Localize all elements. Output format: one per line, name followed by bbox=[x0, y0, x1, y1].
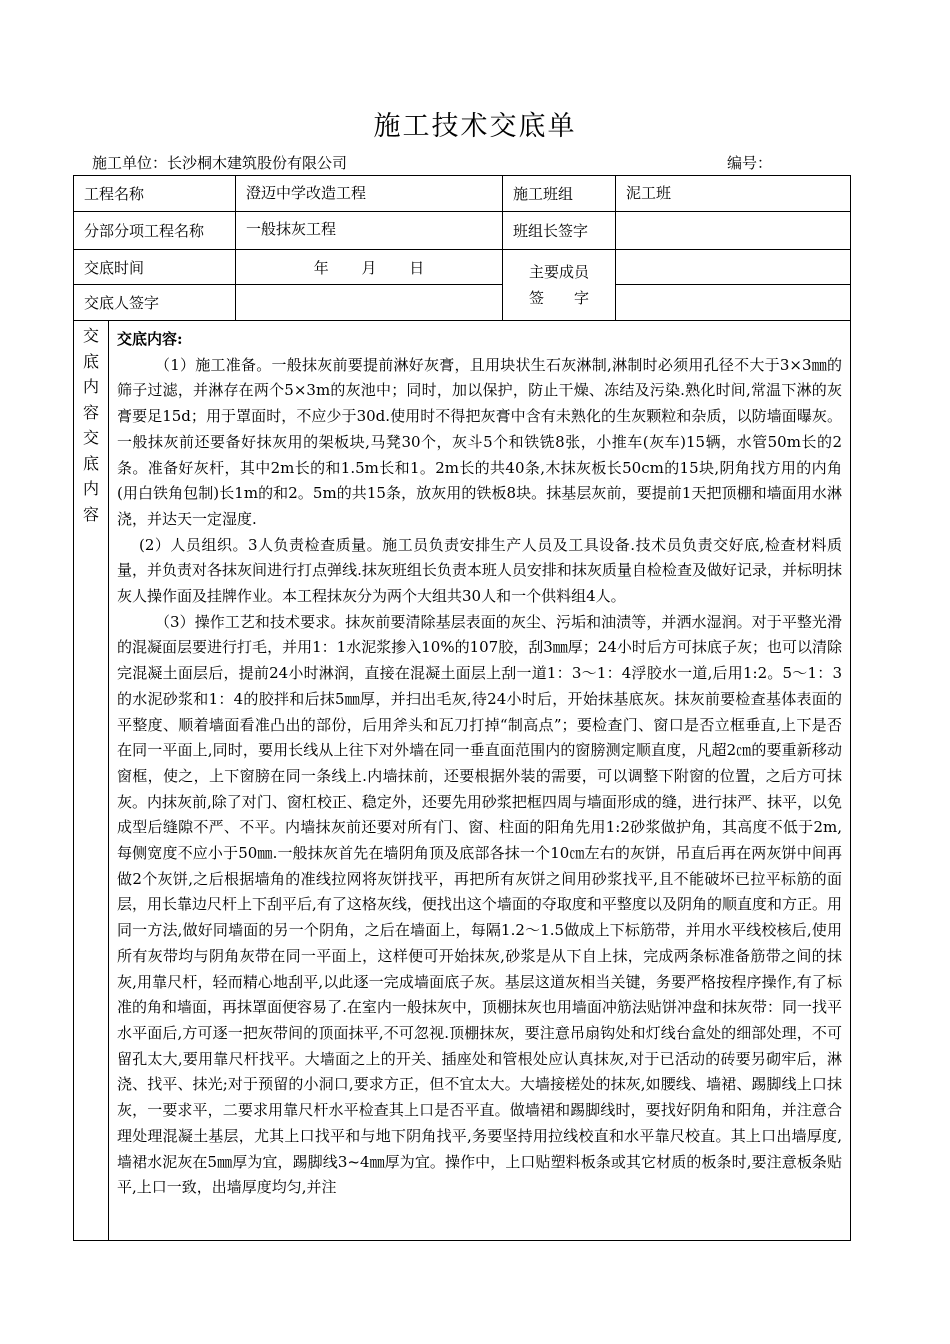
presenter-sign-field[interactable] bbox=[236, 285, 503, 321]
date-day: 日 bbox=[409, 258, 425, 277]
paragraph-personnel: (2）人员组织。3人负责检查质量。施工员负责安排生产人员及工具设备.技术员负责交好底,检查材料质量，并负责对各抹灰间进行打点弹线.抹灰班组长负责本班人员安排和抹灰质量自检检查及做好记录，并标明抹灰人操作面及挂牌作业。本工程抹灰分为两个大组共30人和一个供料组4人。 bbox=[117, 535, 842, 606]
members-sign-label bbox=[503, 250, 616, 321]
members-label-line2: 签 字 bbox=[528, 289, 589, 307]
document-title: 施工技术交底单 bbox=[373, 111, 577, 142]
team-label: 施工班组 bbox=[503, 176, 616, 212]
members-label-line1: 主要成员 bbox=[528, 263, 589, 281]
members-sign-field-2[interactable] bbox=[616, 285, 851, 321]
paragraph-process: （3）操作工艺和技术要求。抹灰前要清除基层表面的灰尘、污垢和油渍等，并洒水湿润。对于平整光滑的混凝面层要进行打毛，并用1：1水泥浆掺入10%的107胶，刮3㎜厚；24小时后方可抹底子灰；也可以清除完混凝土面层后，提前24小时淋润，直接在混凝土面层上刮一道1：3～1：4浮胶水一道,后用1:2。5～1：3的水泥砂浆和1：4的胶拌和后抹5㎜厚，并扫出毛灰,待24小时后，开始抹基底灰。抹灰前要检查基体表面的平整度、顺着墙面看准凸出的部份，后用斧头和瓦刀打掉“制高点”；要检查门、窗口是否立框垂直,上下是否在同一平面上,同时，要用长线从上往下对外墙在同一垂直面范围内的窗膀测定顺直度，凡超2㎝的要重新移动窗框，使之，上下窗膀在同一条线上.内墙抹前，还要根据外装的需要，可以调整下附窗的位置，之后方可抹灰。内抹灰前,除了对门、窗杠校正、稳定外，还要先用砂浆把框四周与墙面形成的缝，进行抹严、抹平，以免成型后缝隙不严、不平。内墙抹灰前还要对所有门、窗、柱面的阳角先用1:2砂浆做护角，其高度不低于2m,每侧宽度不应小于50㎜.一般抹灰首先在墙阴角顶及底部各抹一个10㎝左右的灰饼，吊直后再在两灰饼中间再做2个灰饼,之后根据墙角的准线拉网将灰饼找平，再把所有灰饼之间用砂浆找平,且不能破坏已拉平标筋的面层，用长靠边尺杆上下刮平后,有了这格灰线，便找出这个墙面的夺取度和平整度以及阴角的顺直度和方正。用同一方法,做好同墙面的另一个阴角，之后在墙面上，每隔1.2～1.5做成上下标筋带，并用水平线校核后,使用所有灰带均与阴角灰带在同一平面上，这样便可开始抹灰,砂浆是从下自上抹，完成两条标准备筋带之间的抹灰,用靠尺杆，轻而精心地刮平,以此逐一完成墙面底子灰。基层这道灰相当关键，务要严格按程序操作,有了标准的角和墙面，再抹罩面便容易了.在室内一般抹灰中，顶棚抹灰也用墙面冲筋法贴饼冲盘和抹灰带：同一找平水平面后,方可逐一把灰带间的顶面抹平,不可忽视.顶棚抹灰，要注意吊扇钩处和灯线台盒处的细部处理，不可留孔太大,要用靠尺杆找平。大墙面之上的开关、插座处和管根处应认真抹灰,对于已活动的砖要另砌牢后，淋浇、找平、抹光;对于预留的小洞口,要求方正，但不宜太大。大墙接槎处的抹灰,如腰线、墙裙、踢脚线上口抹灰，一要求平，二要求用靠尺杆水平检查其上口是否平直。做墙裙和踢脚线时，要找好阴角和阳角，并注意合理处理混凝土基层，尤其上口找平和与地下阴角找平,务要坚持用拉线校直和水平靠尺校直。其上口出墙厚度,墙裙水泥灰在5㎜厚为宜，踢脚线3~4㎜厚为宜。操作中，上口贴塑料板条或其它材质的板条时,要注意板条贴平,上口一致，出墙厚度均匀,并注 bbox=[117, 612, 842, 1197]
time-label: 交底时间 bbox=[74, 250, 236, 285]
side-char: 交 bbox=[82, 428, 99, 447]
serial-number-label: 编号： bbox=[727, 154, 773, 172]
side-char: 内 bbox=[82, 479, 99, 498]
construction-unit: 施工单位：长沙桐木建筑股份有限公司 bbox=[92, 154, 348, 172]
side-char: 底 bbox=[82, 453, 99, 473]
content-heading: 交底内容: bbox=[117, 330, 183, 348]
sub-project-label: 分部分项工程名称 bbox=[74, 212, 236, 250]
project-name-value[interactable]: 澄迈中学改造工程 bbox=[236, 176, 503, 212]
date-month: 月 bbox=[361, 258, 377, 277]
side-char: 交 bbox=[82, 326, 99, 345]
paragraph-preparation: （1）施工准备。一般抹灰前要提前淋好灰膏，且用块状生石灰淋制,淋制时必须用孔径不大于3×3㎜的筛子过滤，并淋存在两个5×3m的灰池中；同时，加以保护，防止干燥、冻结及污染.熟化时间,常温下淋的灰膏要足15d；用于罩面时，不应少于30d.使用时不得把灰膏中含有未熟化的生灰颗粒和杂质，以防墙面曝灰。一般抹灰前还要备好抹灰用的架板块,马凳30个，灰斗5个和铁铣8张，小推车(灰车)15辆，水管50m长的2条。准备好灰杆，其中2m长的和1.5m长和1。2m长的共40条,木抹灰板长50cm的15块,阴角找方用的内角(用白铁角包制)长1m的和2。5m的共15条，放灰用的铁板8块。抹基层灰前，要提前1天把顶棚和墙面用水淋浇，并达天一定湿度. bbox=[117, 355, 842, 528]
content-row bbox=[74, 321, 851, 1241]
side-char: 内 bbox=[82, 377, 99, 396]
members-sign-field-1[interactable] bbox=[616, 250, 851, 285]
date-field[interactable] bbox=[236, 250, 503, 285]
side-char: 底 bbox=[82, 351, 99, 371]
presenter-sign-label: 交底人签字 bbox=[74, 285, 236, 321]
content-body bbox=[109, 321, 850, 1240]
side-char: 容 bbox=[82, 504, 99, 524]
disclosure-table bbox=[73, 175, 851, 1241]
date-year: 年 bbox=[313, 258, 329, 277]
leader-sign-field[interactable] bbox=[616, 212, 851, 250]
leader-sign-label: 班组长签字 bbox=[503, 212, 616, 250]
sub-project-value[interactable]: 一般抹灰工程 bbox=[236, 212, 503, 250]
side-char: 容 bbox=[82, 402, 99, 422]
project-name-label: 工程名称 bbox=[74, 176, 236, 212]
team-value[interactable]: 泥工班 bbox=[616, 176, 851, 212]
content-side-label bbox=[74, 321, 109, 1240]
